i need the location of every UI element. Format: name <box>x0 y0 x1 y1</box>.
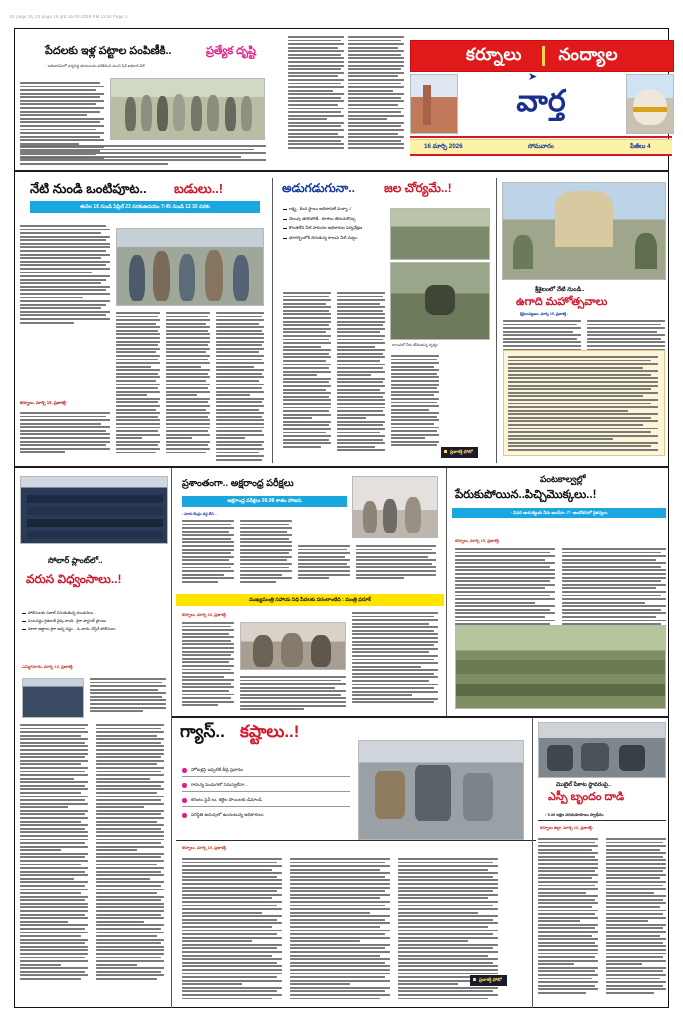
water-bullet-3: భూగర్భంలోకి దిగుతున్న కాలువ నీటి మట్టం <box>283 235 383 241</box>
gas-dateline: కర్నూలు, మార్చి 15, ప్రజాశక్తి: <box>182 845 227 850</box>
masthead-divider <box>542 46 545 66</box>
exam-hall-students-photo <box>352 476 438 538</box>
solar-body-b <box>96 724 164 1002</box>
gas-photo-badge: ప్రజాశక్తి ఫోటో <box>470 975 507 986</box>
masthead-day: సోమవారం <box>528 143 554 150</box>
cm-fund-col-b <box>240 676 346 714</box>
minister-handing-cheque-photo <box>240 622 346 670</box>
gas-col-b <box>290 858 390 1004</box>
dove-icon: ➤ <box>528 71 538 83</box>
gas-top-rule <box>172 716 669 718</box>
water-headline-blue: అడుగడుగునా.. <box>282 181 355 195</box>
gas-cylinder-delivery-worker-photo <box>358 740 524 840</box>
canal-headline-line1: పంటకాల్వల్లో <box>540 474 586 484</box>
exam-strip: అక్షరాంధ్ర పరీక్షలు 99.98 శాతం హాజరు <box>182 496 347 507</box>
cm-fund-col-a <box>182 622 234 714</box>
canal-water-photo-top <box>390 208 490 260</box>
cm-fund-strip: ముఖ్యమంత్రి సహాయ నిధి పేదలకు వరంలాంటిది : మంత్రి ఫరూక్ <box>176 594 444 606</box>
ugadi-headline-red: ఉగాది మహోత్సవాలు <box>516 296 608 308</box>
raid-col-b <box>606 838 666 1002</box>
raid-headline-small: మొబైల్ పేకాట స్థావరంపై.. <box>556 782 612 788</box>
ugadi-headline-small: శ్రీశైలంలో నేటి నుండి.. <box>535 287 585 293</box>
masthead-date: 16 మార్చి 2026 <box>424 143 463 150</box>
canal-headline-line2: పేరుకుపోయిన..పిచ్చిమొక్కలు..! <box>455 489 597 501</box>
frame-bottom-rule <box>14 1007 669 1008</box>
masthead-title-right: నంద్యాల <box>558 45 619 64</box>
ugadi-schedule-lines <box>508 356 658 452</box>
school-col-a <box>116 312 160 462</box>
school-headline-red: బడులు..! <box>174 181 224 196</box>
solar-body-a <box>20 724 88 1002</box>
top-right-body-b <box>348 36 404 164</box>
school-strip: ఈనెల 16 నుండి ఏప్రిల్ 23 వరకుఉదయం 7:45 నుండి 12 30 వరకు <box>30 201 260 213</box>
temple-gopuram-entrance-photo <box>502 182 666 280</box>
raid-dateline: కర్నూలు జిల్లా, మార్చి 15, ప్రజాశక్తి: <box>540 825 594 830</box>
exam-col-b <box>240 520 292 590</box>
gas-mid-rule <box>176 840 536 841</box>
gas-raid-divider <box>532 718 533 1008</box>
solar-bullet-list <box>22 610 162 635</box>
solar-headline-black: సోలార్ ప్లాంట్‌లో.. <box>48 556 103 565</box>
solar-panel-array-photo <box>20 476 168 544</box>
ugadi-dateline: శ్రీశైలంపట్టణం, మార్చి 15, ప్రజాశక్తి : <box>520 312 569 316</box>
solar-bullet-2: దూరా అట్టాలు కైగా అన్న నష్టం .. ఓ-చారం చేస్తేనే పోలీసులు <box>22 626 162 631</box>
water-col-b <box>337 292 385 452</box>
masthead-rule-bottom <box>410 154 672 156</box>
center-right-divider <box>446 468 447 718</box>
solar-bullet-1: పంటనష్టం రైతులకే వైపు నాంది...కైగా ప్యాసెట్ ప్లాంటు <box>22 618 162 623</box>
left-center-divider <box>171 468 172 1008</box>
decorated-bull-photo <box>626 74 674 134</box>
school-headline-black: నేటి నుండి ఒంటిపూట.. <box>30 181 147 196</box>
gas-headline-black: గ్యాస్.. <box>180 722 225 741</box>
water-bullet-2: కొలతలేని నీటి పారుదల అధికారుల పర్యవేక్షణ <box>283 225 383 231</box>
top-right-body-a <box>288 36 344 164</box>
overgrown-irrigation-canal-photo <box>455 625 666 709</box>
frame-left-rule <box>14 28 15 1008</box>
solar-bullet-0: పోలీసులకు సవాల్ విసురుతున్న దుండగులు .. <box>22 610 162 615</box>
lead-body-bottom <box>20 145 266 167</box>
exam-col-d <box>356 545 436 590</box>
water-col-a <box>283 292 331 452</box>
cm-fund-col-c <box>352 612 438 714</box>
masthead <box>410 40 672 162</box>
school-water-divider <box>272 178 273 463</box>
masthead-rule-top <box>410 136 672 138</box>
bull-band <box>633 107 667 112</box>
exam-col-a <box>182 520 234 590</box>
water-bullet-0: లక్ష్య.. కింద స్థాయి అధికారులే మళ్ళా..! <box>283 206 383 212</box>
seized-motorcycles-photo <box>538 722 666 778</box>
frame-right-rule <box>668 28 669 1008</box>
gas-bullet-1: రానున్న పండుగలో సమస్యలేనా... <box>182 781 350 792</box>
fort-tower-photo <box>410 74 458 134</box>
water-photo-badge: ప్రజాశక్తి ఫోటో <box>441 447 478 458</box>
solar-body-top <box>90 678 166 718</box>
gas-bullet-2: కరెంటు స్టవ్ లు, కట్టెల పొయిలకు డిమాండ్ <box>182 796 350 807</box>
solar-headline-red: వరుస విధ్వంసాలు..! <box>26 572 122 586</box>
gas-headline-red: కష్టాలు..! <box>240 722 300 741</box>
man-on-motorcycle-in-canal-photo <box>390 262 490 340</box>
water-bullet-1: చెలువు తరలిపోతే.. కూరలు తెరుచుకొచ్చు <box>283 216 383 222</box>
water-col-c <box>391 355 439 453</box>
water-bullet-list <box>283 206 383 244</box>
cm-fund-dateline: కర్నూలు, మార్చి 15, ప్రజాశక్తి: <box>182 612 227 617</box>
exam-subnote: : మారు కేంద్రం వద్ద లేని .. <box>182 512 217 516</box>
mid-section-rule <box>14 466 669 468</box>
officials-field-inspection-photo <box>110 78 265 140</box>
lead-headline-pink: ప్రత్యేక దృష్టి <box>206 45 256 57</box>
gas-bullet-3: పరిస్థితి అదుపులో ఉందంటున్న అధికారులు <box>182 811 350 818</box>
masthead-main-title: వార్త <box>516 85 566 118</box>
school-col-b <box>166 312 210 462</box>
students-walking-to-school-photo <box>116 228 264 306</box>
masthead-pages: పేజీలు 4 <box>630 143 651 150</box>
canal-strip: - చివరి ఆయకట్టుకు నీరు అందేనా..!? -ఆందోళనలో రైతన్నలు <box>452 508 666 518</box>
raid-headline-red: ఎస్పీ బృందం దాడి <box>548 791 625 803</box>
school-dateline: కర్నూలు, మార్చి 15, ప్రజాశక్తి: <box>20 400 67 405</box>
canal-dateline: కర్నూలు, మార్చి 15, ప్రజాశక్తి: <box>455 538 500 543</box>
gas-bullet-0: హోటళ్లపై ఇప్పటికే తీవ్ర ప్రభావం <box>182 766 350 777</box>
gas-col-a <box>182 858 282 1004</box>
masthead-dateline-bar <box>410 139 672 154</box>
school-col-c <box>216 312 264 462</box>
school-side-note <box>20 225 110 385</box>
lead-subhead: : ఆదివారమిలో సర్వసిద్ధ భూములను పరిశీలించి మంచి సేవ్ అధికారి వెల్ <box>46 64 145 68</box>
masthead-red-banner <box>410 40 674 72</box>
lead-headline-black: పేదలకు ఇళ్ల పట్టాల పంపిణీకి.. <box>45 45 172 57</box>
print-header-line: 01 page 16_01 page 16 qrd 15-03-2026 PM 11.04 Page 1 <box>10 14 128 19</box>
masthead-title-left: కర్నూలు <box>465 45 522 64</box>
lead-bottom-rule <box>14 170 669 172</box>
water-ugadi-divider <box>496 178 497 463</box>
exam-col-c <box>298 545 350 590</box>
water-headline-red: జల చోర్యమే..! <box>384 181 452 195</box>
gas-bullet-list <box>182 766 350 822</box>
raid-col-a <box>538 838 598 1002</box>
raid-rule <box>538 820 666 821</box>
solar-damage-photo <box>22 678 84 718</box>
school-side-note-2 <box>20 412 110 460</box>
frame-top-rule <box>14 28 669 29</box>
water-photo-caption: కాలువలో నీరు తోడుతున్న దృశ్యం <box>392 343 439 347</box>
raid-strip: : 5.30 లక్షల నగదురూపాయి స్వాధీనం <box>545 812 604 817</box>
exam-headline: ప్రశాంతంగా.. అక్షరాంధ్ర పరీక్షలు <box>182 478 294 489</box>
solar-dateline: ఎమ్మిగనూరు, మార్చి 15, ప్రజాశక్తి: <box>22 664 74 669</box>
